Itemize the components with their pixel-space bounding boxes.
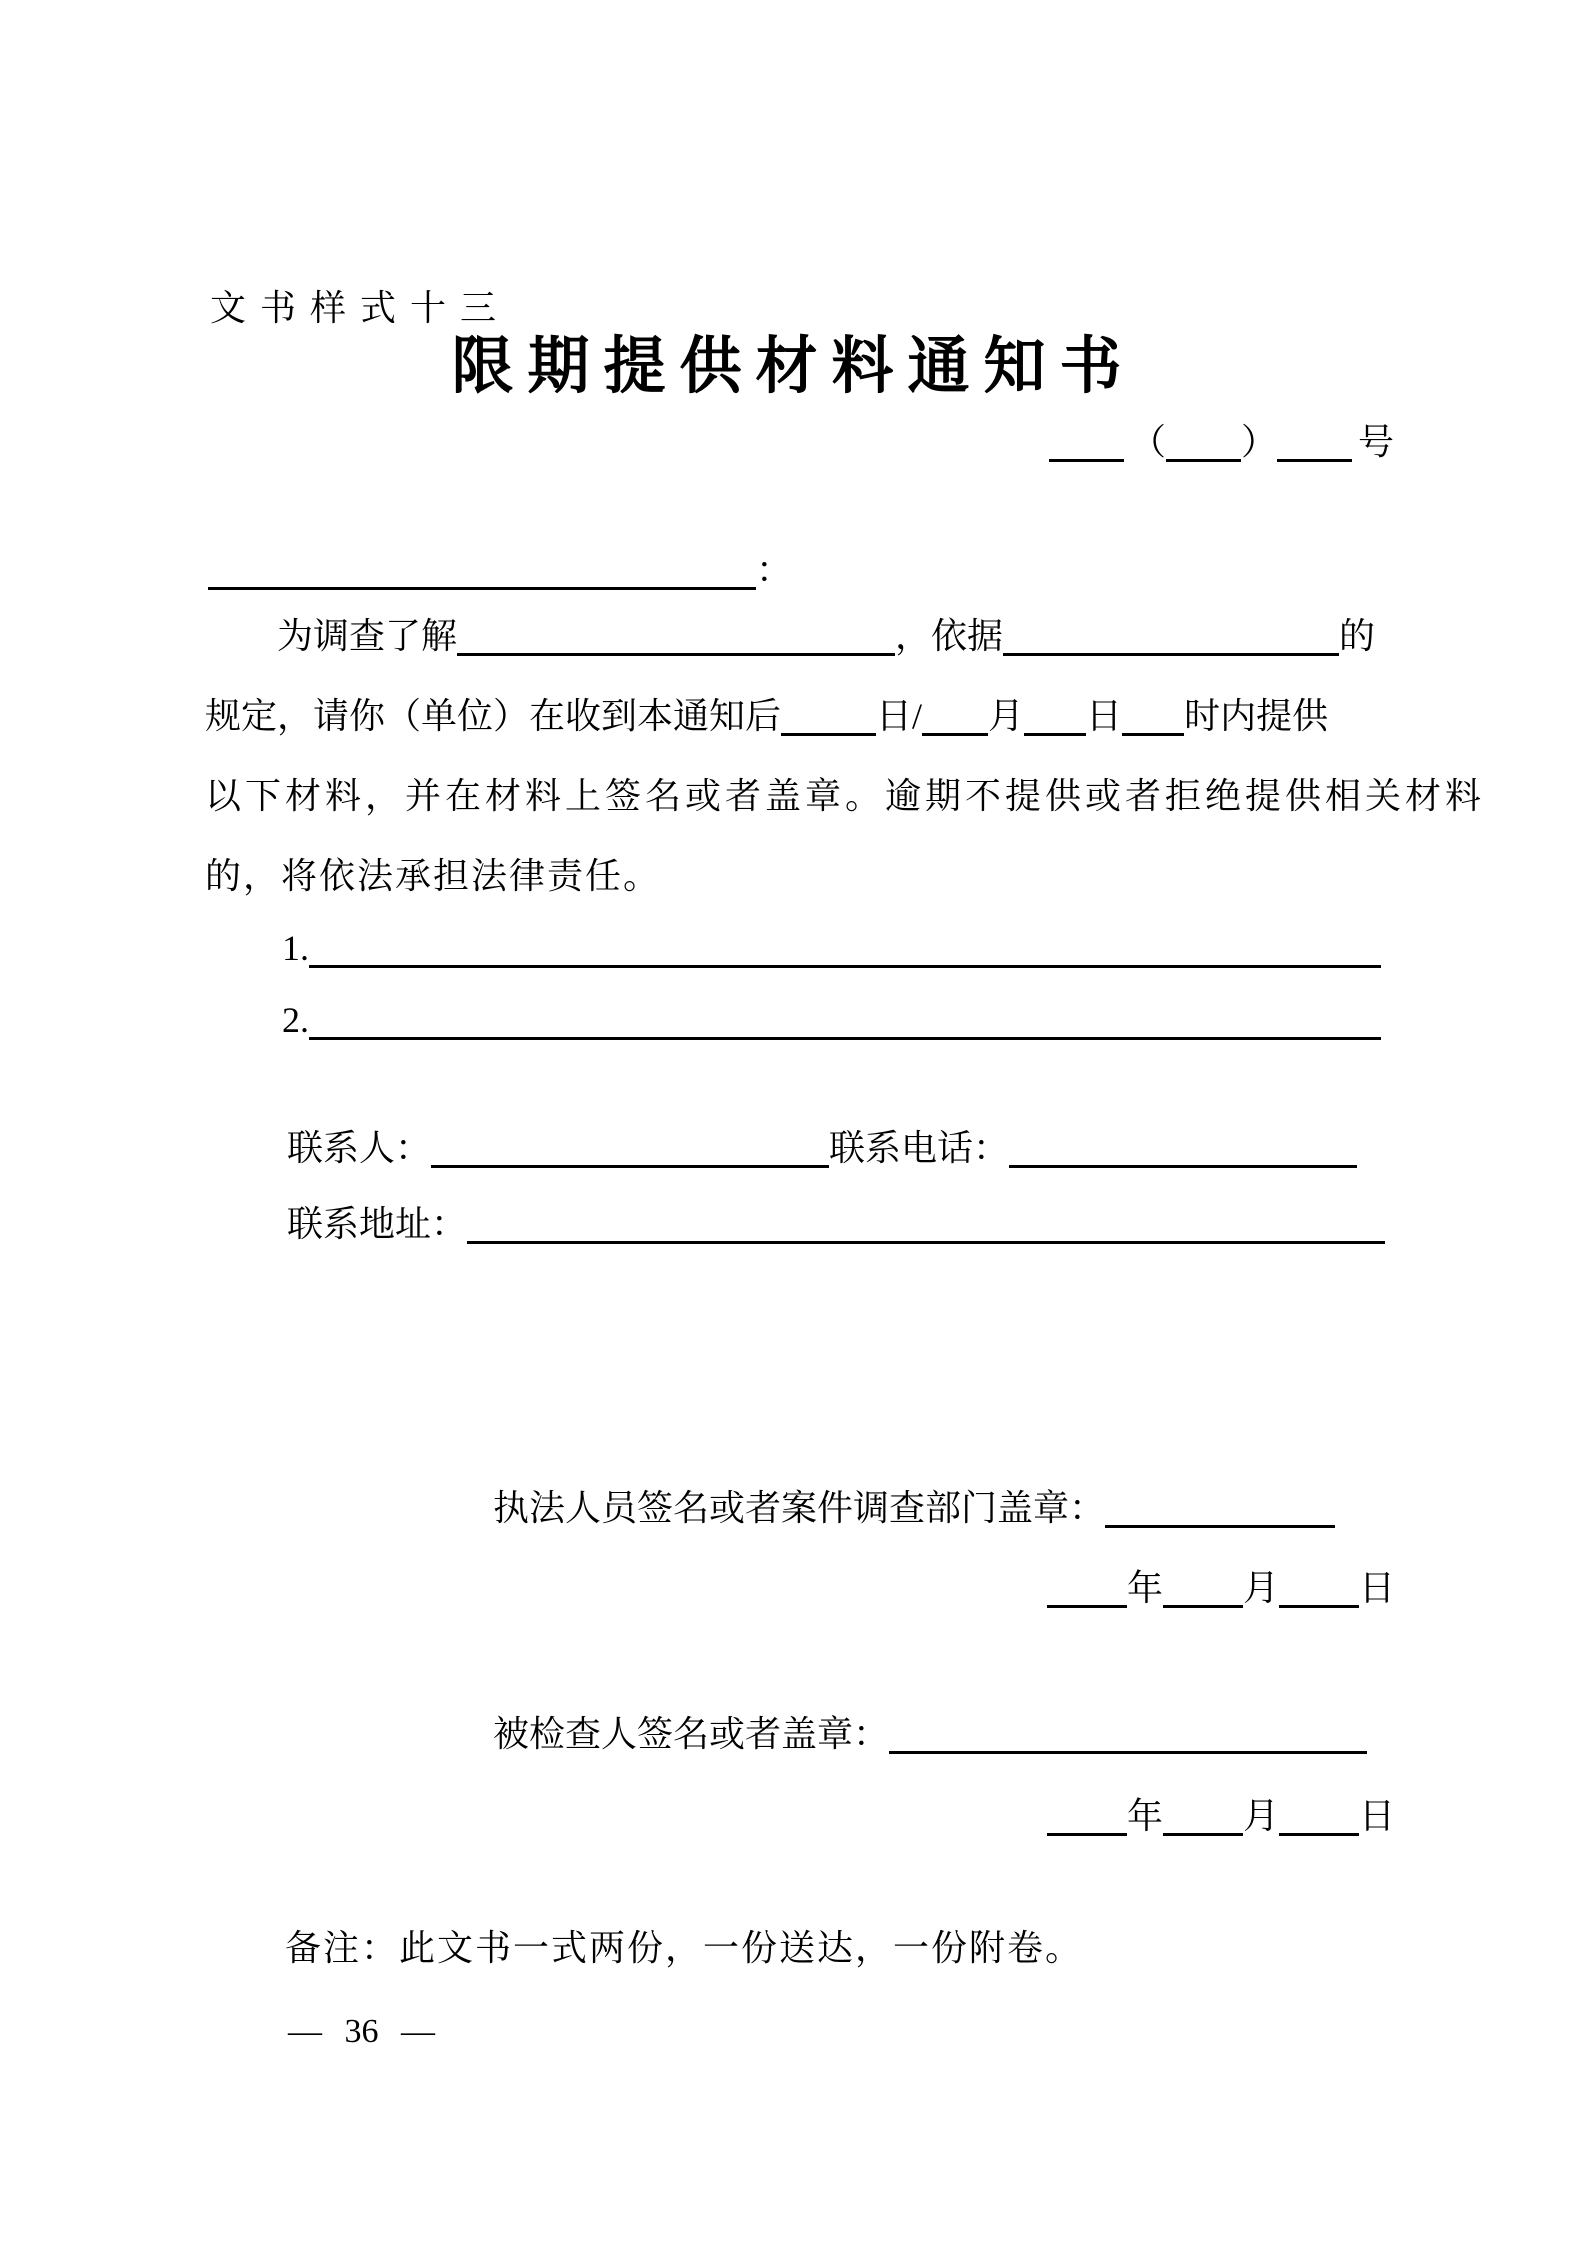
document-title: 限期提供材料通知书: [451, 333, 1136, 401]
month-blank[interactable]: [922, 697, 988, 736]
inspected-year-label: 年: [1126, 1796, 1163, 1836]
inspected-signature-blank[interactable]: [889, 1715, 1367, 1754]
doc-number-blank-2[interactable]: [1166, 423, 1241, 462]
material-item-2: [282, 998, 1381, 1042]
contact-person-blank[interactable]: [431, 1129, 829, 1168]
enforcer-month-blank[interactable]: [1163, 1569, 1243, 1608]
enforcer-day-blank[interactable]: [1279, 1569, 1359, 1608]
contact-line-2: [287, 1202, 1385, 1246]
body-seg-month: 月: [988, 696, 1025, 736]
days-blank[interactable]: [781, 697, 876, 736]
doc-number-close-paren: ）: [1240, 422, 1277, 462]
contact-address-blank[interactable]: [467, 1205, 1385, 1244]
enforcer-signature-blank[interactable]: [1105, 1489, 1335, 1528]
enforcer-month-label: 月: [1242, 1568, 1279, 1608]
inspected-date-line: [1047, 1794, 1395, 1838]
item-2-number: 2.: [282, 1000, 309, 1040]
inspected-year-blank[interactable]: [1047, 1797, 1127, 1836]
inspected-month-label: 月: [1242, 1796, 1279, 1836]
inspected-month-blank[interactable]: [1163, 1797, 1243, 1836]
note-line: 备注：此文书一式两份，一份送达，一份附卷。: [285, 1928, 1084, 1968]
body-line-4: 的，将依法承担法律责任。: [205, 856, 662, 896]
enforcer-date-line: [1047, 1566, 1395, 1610]
body-seg-de: 的: [1339, 616, 1376, 656]
contact-phone-label: 联系电话：: [829, 1128, 1010, 1168]
legal-basis-blank[interactable]: [1003, 617, 1339, 656]
inspected-day-blank[interactable]: [1279, 1797, 1359, 1836]
body-line-2: [205, 694, 1328, 738]
body-seg-request: 规定，请你（单位）在收到本通知后: [205, 696, 782, 736]
enforcer-year-blank[interactable]: [1047, 1569, 1127, 1608]
contact-person-label: 联系人：: [287, 1128, 432, 1168]
page-number: — 36 —: [288, 2013, 435, 2050]
body-seg-day: 日: [1086, 696, 1123, 736]
contact-line-1: [287, 1126, 1357, 1170]
enforcer-signature-line: [493, 1486, 1335, 1530]
contact-phone-blank[interactable]: [1009, 1129, 1357, 1168]
enforcer-signature-label: 执法人员签名或者案件调查部门盖章：: [493, 1488, 1106, 1528]
inquiry-subject-blank[interactable]: [457, 617, 895, 656]
inspected-signature-label: 被检查人签名或者盖章：: [493, 1714, 890, 1754]
body-seg-day-slash: 日/: [876, 696, 923, 736]
day-blank[interactable]: [1024, 697, 1086, 736]
item-1-blank[interactable]: [309, 929, 1381, 968]
item-1-number: 1.: [282, 928, 309, 968]
hour-blank[interactable]: [1122, 697, 1184, 736]
item-2-blank[interactable]: [309, 1001, 1381, 1040]
doc-number-blank-1[interactable]: [1049, 423, 1124, 462]
doc-number-line: [1049, 420, 1394, 464]
enforcer-day-label: 日: [1358, 1568, 1395, 1608]
doc-number-blank-3[interactable]: [1277, 423, 1352, 462]
inspected-day-label: 日: [1358, 1796, 1395, 1836]
doc-number-open-paren: （: [1129, 422, 1166, 462]
contact-address-label: 联系地址：: [287, 1204, 468, 1244]
doc-number-suffix: 号: [1357, 422, 1394, 462]
inspected-signature-line: [493, 1712, 1367, 1756]
addressee-colon: ：: [756, 550, 793, 590]
body-seg-hour: 时内提供: [1184, 696, 1329, 736]
material-item-1: [282, 926, 1381, 970]
body-seg-basis: ，依据: [895, 616, 1004, 656]
body-seg-inquiry: 为调查了解: [277, 616, 458, 656]
body-line-3: 以下材料，并在材料上签名或者盖章。逾期不提供或者拒绝提供相关材料: [205, 776, 1486, 816]
addressee-blank[interactable]: [208, 551, 756, 590]
addressee-line: [208, 548, 792, 592]
sample-label: 文书样式十三: [210, 288, 511, 328]
enforcer-year-label: 年: [1126, 1568, 1163, 1608]
body-line-1: [277, 614, 1375, 658]
